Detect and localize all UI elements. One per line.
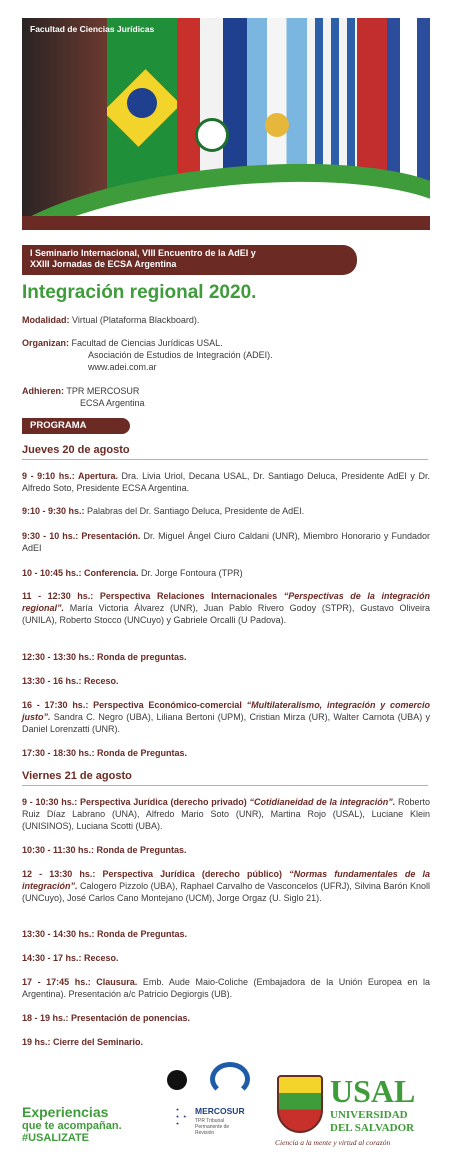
item-text: Calogero Pizzolo (UBA), Raphael Carvalho de Vasconcelos (UFRJ), Silvina Barón Knoll (UNCuyo), José Carlos Cano Montejano (UCM), Jorge Orgaz (U. Siglo 21). — [22, 881, 430, 903]
schedule-item — [22, 952, 430, 964]
mercosur-text: MERCOSUR — [195, 1106, 245, 1116]
usal-line2: DEL SALVADOR — [330, 1122, 415, 1134]
modalidad-label: Modalidad: — [22, 315, 70, 325]
slogan-line2: que te acompañan. — [22, 1120, 122, 1132]
organizan-row — [22, 337, 273, 373]
item-text: Palabras del Dr. Santiago Deluca, Presidente de AdEI. — [84, 506, 305, 516]
item-time: 19 hs.: Cierre del Seminario. — [22, 1037, 144, 1047]
usal-wordmark: USAL — [330, 1073, 416, 1109]
item-time: 17:30 - 18:30 hs.: Ronda de Preguntas. — [22, 748, 188, 758]
day-heading-2: Viernes 21 de agosto — [22, 770, 428, 786]
event-tag — [22, 245, 357, 275]
item-text: Dr. Jorge Fontoura (TPR) — [138, 568, 243, 578]
item-text: Dr. Miguel Ángel Ciuro Caldani (UNR), Miembro Honorario y Fundador AdEI — [22, 531, 430, 553]
item-time: 13:30 - 16 hs.: Receso. — [22, 676, 119, 686]
adhieren-row — [22, 385, 145, 409]
schedule-item — [22, 651, 430, 663]
item-time: 13:30 - 14:30 hs.: Ronda de Preguntas. — [22, 929, 188, 939]
schedule-item — [22, 796, 430, 832]
item-text: María Victoria Álvarez (UNR), Juan Pablo Rivero Godoy (STPR), Gustavo Oliveira (UNILA), Roberto Stocco (UNCuyo) y Gabriele Orcalli (U Padova). — [22, 603, 430, 625]
item-text: Dra. Livia Uriol, Decana USAL, Dr. Santiago Deluca, Presidente AdEI y Dr. Alfredo Soto, Presidente ECSA Argentina. — [22, 471, 430, 493]
usal-motto: Ciencia a la mente y virtud al corazón — [275, 1138, 391, 1147]
event-tag-line1: I Seminario Internacional, VIII Encuentro de la AdEI y — [30, 248, 256, 258]
item-time: 12:30 - 13:30 hs.: Ronda de preguntas. — [22, 652, 187, 662]
header-banner — [22, 18, 430, 230]
usal-crest-icon — [277, 1075, 323, 1133]
stars-icon: ⋆ ⋆ ⋆ ⋆ — [175, 1105, 188, 1128]
banner-bottom-bar — [22, 216, 430, 230]
schedule-item — [22, 699, 430, 735]
item-topic: “Normas fundamentales de la integración”. — [22, 869, 430, 891]
schedule-item — [22, 590, 430, 626]
adhieren-1: TPR MERCOSUR — [64, 386, 140, 396]
item-time: 11 - 12:30 hs.: Perspectiva Relaciones Internacionales — [22, 591, 284, 601]
record-icon — [167, 1070, 187, 1090]
organizan-1: Facultad de Ciencias Jurídicas USAL. — [69, 338, 223, 348]
footer-slogan — [22, 1104, 122, 1144]
swirl-icon — [210, 1062, 250, 1096]
adhieren-label: Adhieren: — [22, 386, 65, 396]
mercosur-subtext: TPR Tribunal Permanente de Revisión — [195, 1118, 230, 1136]
schedule-item — [22, 675, 430, 687]
adhieren-2: ECSA Argentina — [80, 398, 145, 408]
item-time: 18 - 19 hs.: Presentación de ponencias. — [22, 1013, 191, 1023]
page-title: Integración regional 2020. — [22, 282, 257, 303]
schedule-item — [22, 747, 430, 759]
usal-logo — [275, 1073, 435, 1153]
slogan-line1: Experiencias — [22, 1104, 109, 1120]
item-topic: “Multilateralismo, integración y comercio justo”. — [22, 700, 431, 722]
event-tag-line2: XXIII Jornadas de ECSA Argentina — [30, 259, 177, 269]
schedule-item — [22, 928, 430, 940]
item-time: 17 - 17:45 hs.: Clausura. — [22, 977, 138, 987]
schedule-item — [22, 530, 430, 554]
item-time: 14:30 - 17 hs.: Receso. — [22, 953, 119, 963]
item-topic: “Cotidianeidad de la integración”. — [249, 797, 396, 807]
item-time: 9 - 9:10 hs.: Apertura. — [22, 471, 118, 481]
organizan-2: Asociación de Estudios de Integración (ADEI). — [88, 350, 273, 360]
day-heading-1: Jueves 20 de agosto — [22, 444, 428, 460]
item-text: Emb. Aude Maio-Coliche (Embajadora de la Unión Europea en la Argentina). Presentación a/c Patricio Degiorgis (UB). — [22, 977, 431, 999]
slogan-hashtag: #USALIZATE — [22, 1132, 90, 1144]
usal-line1: UNIVERSIDAD — [330, 1109, 408, 1121]
programa-label: PROGRAMA — [22, 418, 130, 434]
item-time: 10 - 10:45 hs.: Conferencia. — [22, 568, 139, 578]
item-text: Roberto Ruiz Díaz Labrano (UNA), Alfredo Mario Soto (UNR), Martina Rojo (USAL), Luciane Klein (UNISINOS), Luciana Scotti (UBA). — [22, 797, 430, 831]
faculty-label: Facultad de Ciencias Jurídicas — [30, 24, 155, 34]
item-time: 9:10 - 9:30 hs.: — [22, 506, 85, 516]
schedule-item — [22, 505, 430, 517]
schedule-item — [22, 567, 430, 579]
item-text: Sandra C. Negro (UBA), Liliana Bertoni (UPM), Cristian Mirza (UR), Walter Carnota (UBA) y Daniel Lorenzatti (UNR). — [22, 712, 430, 734]
schedule-item — [22, 470, 430, 494]
item-time: 9 - 10:30 hs.: Perspectiva Jurídica (derecho privado) — [22, 797, 250, 807]
organizan-3[interactable]: www.adei.com.ar — [88, 362, 157, 372]
modalidad-row — [22, 314, 199, 326]
item-time: 12 - 13:30 hs.: Perspectiva Jurídica (derecho público) — [22, 869, 290, 879]
item-time: 16 - 17:30 hs.: Perspectiva Económico-comercial — [22, 700, 247, 710]
schedule-item — [22, 1036, 430, 1048]
item-time: 10:30 - 11:30 hs.: Ronda de Preguntas. — [22, 845, 187, 855]
item-topic: “Perspectivas de la integración regional”. — [22, 591, 430, 613]
organizan-label: Organizan: — [22, 338, 70, 348]
item-time: 9:30 - 10 hs.: Presentación. — [22, 531, 141, 541]
schedule-item — [22, 1012, 430, 1024]
schedule-item — [22, 976, 430, 1000]
modalidad-value: Virtual (Plataforma Blackboard). — [69, 315, 200, 325]
schedule-item — [22, 844, 430, 856]
schedule-item — [22, 868, 430, 904]
